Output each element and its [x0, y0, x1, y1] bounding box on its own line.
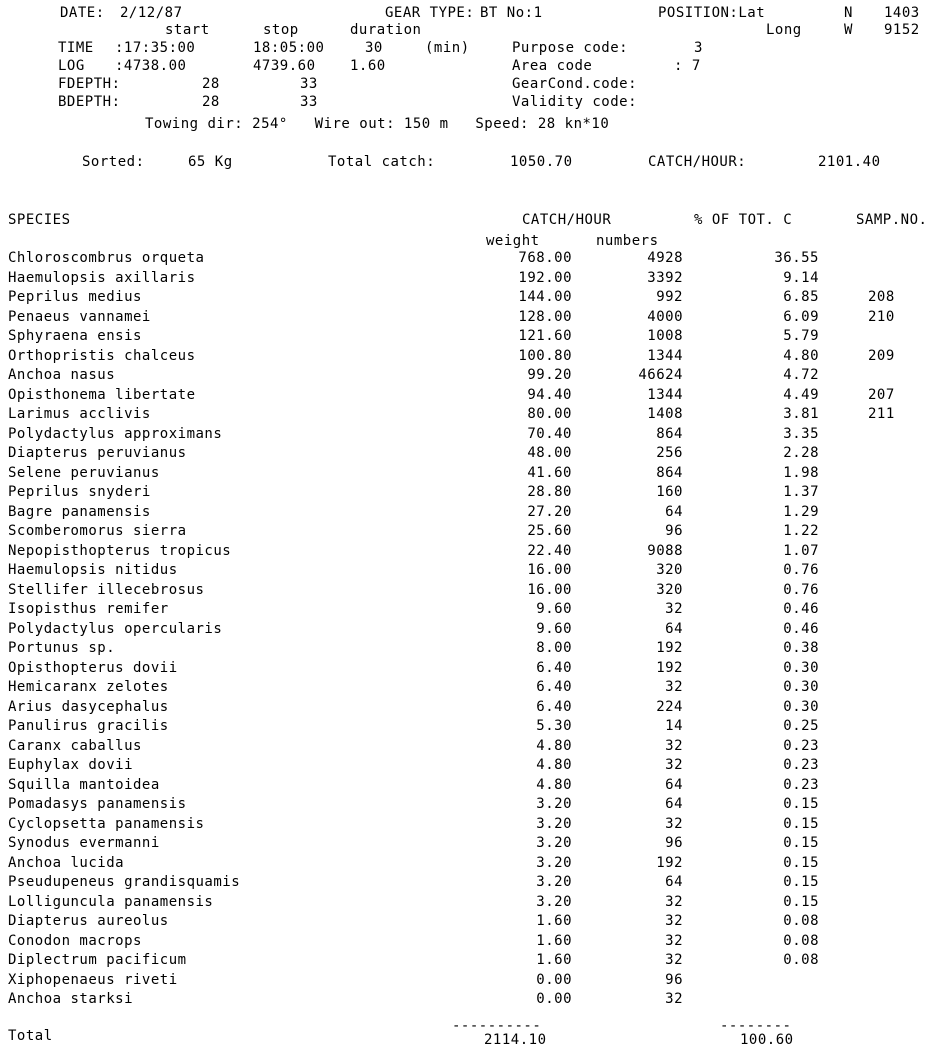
table-row	[0, 660, 950, 679]
pct-value: 1.37	[783, 484, 819, 500]
species-name: Conodon macrops	[8, 932, 142, 949]
weight-value: 9.60	[536, 620, 572, 637]
pct-value: 0.15	[783, 815, 819, 832]
weight-value: 6.40	[536, 659, 572, 676]
lat-value: 1403	[884, 5, 920, 21]
species-name: Diapterus aureolus	[8, 913, 169, 929]
weight-value: 128.00	[518, 308, 572, 325]
numbers-value: 64	[665, 874, 683, 890]
table-row	[0, 640, 950, 659]
pct-value: 6.09	[783, 308, 819, 325]
species-name: Selene peruvianus	[8, 464, 160, 481]
sorted-value: 65 Kg	[188, 154, 233, 170]
numbers-value: 64	[665, 796, 683, 812]
weight-value: 6.40	[536, 679, 572, 695]
table-row	[0, 894, 950, 913]
weight-value: 3.20	[536, 854, 572, 871]
table-row	[0, 796, 950, 815]
table-row	[0, 601, 950, 620]
pct-value: 0.23	[783, 757, 819, 773]
table-row	[0, 972, 950, 991]
pct-value: 4.49	[783, 386, 819, 403]
pct-value: 0.76	[783, 581, 819, 598]
weight-value: 1.60	[536, 913, 572, 929]
bdepth-stop: 33	[300, 94, 318, 110]
bdepth-start: 28	[202, 94, 220, 110]
table-row	[0, 484, 950, 503]
pct-value: 0.08	[783, 952, 819, 968]
table-row	[0, 777, 950, 796]
species-name: Pomadasys panamensis	[8, 796, 187, 812]
time-stop: 18:05:00	[253, 40, 325, 56]
weight-value: 3.20	[536, 893, 572, 910]
table-row	[0, 816, 950, 835]
catch-hour-value: 2101.40	[818, 154, 881, 170]
purpose-code-label: Purpose code:	[512, 40, 629, 56]
sample-number-header: SAMP.NO.	[856, 212, 928, 228]
sorted-label: Sorted:	[82, 154, 145, 170]
long-label: Long	[766, 22, 802, 38]
weight-value: 4.80	[536, 776, 572, 793]
weight-value: 80.00	[527, 406, 572, 422]
species-name: Orthopristis chalceus	[8, 347, 196, 364]
pct-value: 1.29	[783, 503, 819, 520]
species-name: Arius dasycephalus	[8, 698, 169, 715]
numbers-value: 32	[665, 932, 683, 949]
pct-value: 0.76	[783, 562, 819, 578]
numbers-value: 46624	[638, 367, 683, 383]
gear-type-value: BT No:1	[480, 5, 543, 21]
numbers-value: 32	[665, 913, 683, 929]
numbers-value: 864	[656, 464, 683, 481]
pct-value: 3.35	[783, 425, 819, 442]
table-row	[0, 270, 950, 289]
pct-value: 9.14	[783, 269, 819, 286]
pct-value: 1.22	[783, 523, 819, 539]
numbers-value: 9088	[647, 542, 683, 559]
time-start: :17:35:00	[115, 40, 196, 56]
log-start: :4738.00	[115, 58, 187, 74]
time-unit: (min)	[425, 40, 470, 56]
table-row	[0, 991, 950, 1010]
weight-value: 5.30	[536, 718, 572, 734]
numbers-value: 32	[665, 893, 683, 910]
pct-value: 6.85	[783, 289, 819, 305]
pct-value: 0.23	[783, 776, 819, 793]
table-row	[0, 874, 950, 893]
pct-value: 0.30	[783, 679, 819, 695]
numbers-value: 992	[656, 289, 683, 305]
numbers-value: 192	[656, 640, 683, 656]
pct-value: 0.15	[783, 854, 819, 871]
numbers-value: 1408	[647, 406, 683, 422]
table-row	[0, 699, 950, 718]
table-row	[0, 465, 950, 484]
table-row	[0, 289, 950, 308]
numbers-value: 32	[665, 952, 683, 968]
numbers-value: 14	[665, 718, 683, 734]
weight-value: 3.20	[536, 815, 572, 832]
date-value: 2/12/87	[120, 5, 183, 21]
species-name: Stellifer illecebrosus	[8, 581, 205, 598]
sample-number: 208	[868, 289, 895, 305]
weight-value: 99.20	[527, 367, 572, 383]
time-label: TIME	[58, 40, 94, 56]
weight-value: 0.00	[536, 971, 572, 988]
numbers-value: 224	[656, 698, 683, 715]
pct-value: 0.15	[783, 893, 819, 910]
weight-value: 144.00	[518, 289, 572, 305]
weight-value: 4.80	[536, 757, 572, 773]
species-name: Peprilus snyderi	[8, 484, 151, 500]
species-name: Peprilus medius	[8, 289, 142, 305]
pct-total-header: % OF TOT. C	[694, 212, 793, 228]
species-name: Haemulopsis axillaris	[8, 269, 196, 286]
species-name: Diplectrum pacificum	[8, 952, 187, 968]
numbers-value: 320	[656, 581, 683, 598]
weight-value: 9.60	[536, 601, 572, 617]
numbers-subheader: numbers	[596, 233, 659, 249]
species-name: Pseudupeneus grandisquamis	[8, 874, 241, 890]
table-row	[0, 679, 950, 698]
species-name: Diapterus peruvianus	[8, 445, 187, 461]
validity-code-label: Validity code:	[512, 94, 638, 110]
table-row	[0, 387, 950, 406]
weight-value: 0.00	[536, 991, 572, 1007]
table-row	[0, 738, 950, 757]
table-row	[0, 543, 950, 562]
species-name: Cyclopsetta panamensis	[8, 815, 205, 832]
weight-value: 1.60	[536, 932, 572, 949]
table-row	[0, 757, 950, 776]
table-row	[0, 348, 950, 367]
time-duration: 30	[365, 40, 383, 56]
species-name: Panulirus gracilis	[8, 718, 169, 734]
sample-number: 207	[868, 386, 895, 403]
numbers-value: 64	[665, 620, 683, 637]
pct-value: 0.08	[783, 932, 819, 949]
species-name: Haemulopsis nitidus	[8, 562, 178, 578]
table-row	[0, 426, 950, 445]
species-name: Scomberomorus sierra	[8, 523, 187, 539]
pct-value: 0.30	[783, 698, 819, 715]
pct-value: 0.15	[783, 835, 819, 851]
table-row	[0, 504, 950, 523]
pct-value: 0.08	[783, 913, 819, 929]
species-name: Polydactylus opercularis	[8, 620, 223, 637]
weight-value: 6.40	[536, 698, 572, 715]
weight-value: 3.20	[536, 835, 572, 851]
pct-value: 36.55	[774, 250, 819, 266]
weight-subheader: weight	[486, 233, 540, 249]
table-row	[0, 718, 950, 737]
species-name: Portunus sp.	[8, 640, 116, 656]
table-row	[0, 582, 950, 601]
weight-value: 768.00	[518, 250, 572, 266]
numbers-value: 320	[656, 562, 683, 578]
species-name: Synodus evermanni	[8, 835, 160, 851]
weight-value: 70.40	[527, 425, 572, 442]
area-code-label: Area code	[512, 58, 593, 74]
numbers-value: 96	[665, 971, 683, 988]
table-row	[0, 855, 950, 874]
bdepth-label: BDEPTH:	[58, 94, 121, 110]
pct-value: 3.81	[783, 406, 819, 422]
pct-value: 4.80	[783, 347, 819, 364]
lat-direction: N	[844, 5, 853, 21]
weight-value: 1.60	[536, 952, 572, 968]
numbers-value: 864	[656, 425, 683, 442]
weight-value: 27.20	[527, 503, 572, 520]
table-row	[0, 367, 950, 386]
numbers-value: 64	[665, 776, 683, 793]
numbers-value: 256	[656, 445, 683, 461]
fdepth-label: FDEPTH:	[58, 76, 121, 92]
sample-number: 210	[868, 308, 895, 325]
pct-value: 5.79	[783, 328, 819, 344]
species-name: Chloroscombrus orqueta	[8, 250, 205, 266]
table-row	[0, 523, 950, 542]
table-row	[0, 328, 950, 347]
species-name: Xiphopenaeus riveti	[8, 971, 178, 988]
numbers-value: 64	[665, 503, 683, 520]
weight-value: 22.40	[527, 542, 572, 559]
numbers-value: 4928	[647, 250, 683, 266]
weight-value: 28.80	[527, 484, 572, 500]
weight-value: 3.20	[536, 874, 572, 890]
catch-hour-label: CATCH/HOUR:	[648, 154, 747, 170]
total-catch-label: Total catch:	[328, 154, 436, 170]
species-name: Penaeus vannamei	[8, 308, 151, 325]
species-name: Anchoa nasus	[8, 367, 116, 383]
gearcond-code-label: GearCond.code:	[512, 76, 638, 92]
numbers-value: 32	[665, 601, 683, 617]
table-row	[0, 562, 950, 581]
weight-value: 41.60	[527, 464, 572, 481]
pct-value: 0.30	[783, 659, 819, 676]
table-row	[0, 406, 950, 425]
species-name: Anchoa starksi	[8, 991, 134, 1007]
long-direction: W	[844, 22, 853, 38]
fdepth-stop: 33	[300, 76, 318, 92]
weight-value: 100.80	[518, 347, 572, 364]
weight-value: 121.60	[518, 328, 572, 344]
pct-total-rule: --------	[720, 1018, 792, 1034]
pct-value: 1.98	[783, 464, 819, 481]
pct-value: 4.72	[783, 367, 819, 383]
pct-value: 2.28	[783, 445, 819, 461]
numbers-value: 32	[665, 991, 683, 1007]
date-label: DATE:	[60, 5, 105, 21]
numbers-value: 1008	[647, 328, 683, 344]
gear-type-label: GEAR TYPE:	[385, 5, 475, 21]
weight-value: 48.00	[527, 445, 572, 461]
numbers-value: 3392	[647, 269, 683, 286]
weight-value: 94.40	[527, 386, 572, 403]
table-row	[0, 952, 950, 971]
numbers-value: 4000	[647, 308, 683, 325]
log-label: LOG	[58, 58, 85, 74]
species-name: Opisthopterus dovii	[8, 659, 178, 676]
weight-value: 3.20	[536, 796, 572, 812]
numbers-value: 96	[665, 523, 683, 539]
weight-value: 8.00	[536, 640, 572, 656]
pct-value: 0.38	[783, 640, 819, 656]
species-name: Caranx caballus	[8, 737, 142, 754]
species-name: Opisthonema libertate	[8, 386, 196, 403]
numbers-value: 32	[665, 737, 683, 754]
weight-value: 16.00	[527, 581, 572, 598]
weight-total-rule: ----------	[452, 1018, 542, 1034]
pct-value: 1.07	[783, 542, 819, 559]
weight-value: 16.00	[527, 562, 572, 578]
pct-value: 0.25	[783, 718, 819, 734]
weight-value: 25.60	[527, 523, 572, 539]
pct-total: 100.60	[740, 1032, 794, 1048]
table-row	[0, 309, 950, 328]
species-header: SPECIES	[8, 212, 71, 228]
table-row	[0, 445, 950, 464]
species-name: Nepopisthopterus tropicus	[8, 542, 232, 559]
species-name: Hemicaranx zelotes	[8, 679, 169, 695]
long-value: 9152	[884, 22, 920, 38]
table-row	[0, 913, 950, 932]
pct-value: 0.15	[783, 874, 819, 890]
numbers-value: 32	[665, 757, 683, 773]
weight-value: 192.00	[518, 269, 572, 286]
log-duration: 1.60	[350, 58, 386, 74]
col-stop-label: stop	[263, 22, 299, 38]
species-name: Euphylax dovii	[8, 757, 134, 773]
weight-value: 4.80	[536, 737, 572, 754]
species-name: Larimus acclivis	[8, 406, 151, 422]
table-row	[0, 250, 950, 269]
numbers-value: 160	[656, 484, 683, 500]
towing-info: Towing dir: 254° Wire out: 150 m Speed: 28 kn*10	[145, 116, 610, 132]
purpose-code-value: 3	[694, 40, 703, 56]
species-name: Polydactylus approximans	[8, 425, 223, 442]
table-row	[0, 835, 950, 854]
total-label: Total	[8, 1028, 53, 1044]
numbers-value: 1344	[647, 386, 683, 403]
species-name: Sphyraena ensis	[8, 328, 142, 344]
species-name: Isopisthus remifer	[8, 601, 169, 617]
numbers-value: 192	[656, 854, 683, 871]
species-name: Squilla mantoidea	[8, 776, 160, 793]
position-label: POSITION:Lat	[658, 5, 766, 21]
total-catch-value: 1050.70	[510, 154, 573, 170]
fdepth-start: 28	[202, 76, 220, 92]
sample-number: 209	[868, 347, 895, 364]
log-stop: 4739.60	[253, 58, 316, 74]
species-name: Anchoa lucida	[8, 854, 125, 871]
pct-value: 0.23	[783, 737, 819, 754]
col-duration-label: duration	[350, 22, 422, 38]
pct-value: 0.15	[783, 796, 819, 812]
sample-number: 211	[868, 406, 895, 422]
pct-value: 0.46	[783, 601, 819, 617]
col-start-label: start	[165, 22, 210, 38]
numbers-value: 96	[665, 835, 683, 851]
table-row	[0, 621, 950, 640]
species-name: Bagre panamensis	[8, 503, 151, 520]
numbers-value: 192	[656, 659, 683, 676]
weight-total: 2114.10	[484, 1032, 547, 1048]
numbers-value: 32	[665, 815, 683, 832]
pct-value: 0.46	[783, 620, 819, 637]
catch-hour-header: CATCH/HOUR	[522, 212, 612, 228]
numbers-value: 32	[665, 679, 683, 695]
numbers-value: 1344	[647, 347, 683, 364]
species-name: Lolliguncula panamensis	[8, 893, 214, 910]
area-code-value: : 7	[674, 58, 701, 74]
table-row	[0, 933, 950, 952]
